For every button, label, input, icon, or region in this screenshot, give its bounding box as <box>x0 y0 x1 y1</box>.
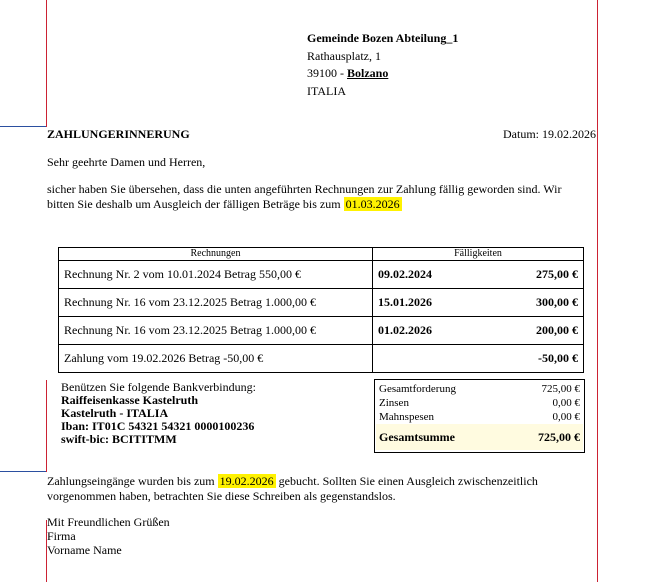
table-row <box>59 289 584 317</box>
table-row <box>59 261 584 289</box>
closing-greeting: Mit Freundlichen Grüßen <box>47 515 170 529</box>
due-cell <box>373 317 584 345</box>
payments-note-prefix: Zahlungseingänge wurden bis zum <box>47 474 215 488</box>
total-label: Gesamtsumme <box>379 430 455 444</box>
claim-label: Gesamtforderung <box>379 383 456 395</box>
margin-mark-lower <box>0 471 46 472</box>
table-row <box>59 317 584 345</box>
closing-company: Firma <box>47 529 76 543</box>
summary-row-fees <box>379 410 580 424</box>
summary-row-claim <box>379 382 580 396</box>
due-date: 01.02.2026 <box>378 323 432 337</box>
invoice-description: Rechnung Nr. 16 vom 23.12.2025 Betrag 1.000,00 € <box>59 289 373 317</box>
due-cell <box>373 289 584 317</box>
intro-line-1: sicher haben Sie übersehen, dass die unten angeführten Rechnungen zur Zahlung fällig geworden sind. Wir <box>47 182 562 196</box>
due-date: 09.02.2024 <box>378 267 432 281</box>
closing-name: Vorname Name <box>47 543 122 557</box>
fees-value: 0,00 € <box>552 411 580 423</box>
recipient-zip: 39100 - <box>307 66 344 80</box>
bank-swift: swift-bic: BCITITMM <box>61 432 177 446</box>
margin-mark-upper <box>0 126 46 127</box>
payments-note-suffix: gebucht. Sollten Sie einen Ausgleich zwischenzeitlich <box>278 474 538 488</box>
due-amount: 200,00 € <box>536 323 578 337</box>
intro-line-2 <box>47 197 587 212</box>
payments-note-line-2: vorgenommen haben, betrachten Sie diese Schreiben als gegenstandslos. <box>47 489 396 503</box>
margin-line-left-lower <box>46 380 47 472</box>
summary-row-interest <box>379 396 580 410</box>
margin-line-left-upper <box>46 0 47 127</box>
total-value: 725,00 € <box>538 430 580 444</box>
interest-label: Zinsen <box>379 397 409 409</box>
invoice-table <box>58 247 584 373</box>
recipient-city-line <box>307 65 458 83</box>
margin-line-right <box>597 0 598 582</box>
payments-note-line-1 <box>47 474 587 489</box>
table-row <box>59 345 584 373</box>
bank-iban: Iban: IT01C 54321 54321 0000100236 <box>61 419 255 433</box>
bank-details <box>61 381 256 446</box>
bank-location: Kastelruth - ITALIA <box>61 406 169 420</box>
interest-value: 0,00 € <box>552 397 580 409</box>
invoice-description: Rechnung Nr. 2 vom 10.01.2024 Betrag 550,00 € <box>59 261 373 289</box>
summary-box <box>374 379 585 453</box>
recipient-name: Gemeinde Bozen Abteilung_1 <box>307 31 459 45</box>
due-amount: -50,00 € <box>538 351 578 365</box>
intro-due-date: 01.03.2026 <box>345 197 400 211</box>
fees-label: Mahnspesen <box>379 411 434 423</box>
recipient-street: Rathausplatz, 1 <box>307 48 381 63</box>
payments-note <box>47 474 587 504</box>
document-date: Datum: 19.02.2026 <box>503 127 596 141</box>
table-header-row <box>59 248 584 261</box>
header-due-dates: Fälligkeiten <box>373 248 584 261</box>
intro-paragraph <box>47 182 587 212</box>
summary-total <box>376 424 583 450</box>
bank-name: Raiffeisenkasse Kastelruth <box>61 393 198 407</box>
bank-intro: Benützen Sie folgende Bankverbindung: <box>61 380 256 394</box>
due-cell <box>373 345 584 373</box>
intro-line-2-text: bitten Sie deshalb um Ausgleich der fälligen Beträge bis zum <box>47 197 341 211</box>
invoice-description: Zahlung vom 19.02.2026 Betrag -50,00 € <box>59 345 373 373</box>
payments-note-date: 19.02.2026 <box>219 474 274 488</box>
closing-block <box>47 515 170 557</box>
due-cell <box>373 261 584 289</box>
recipient-country: ITALIA <box>307 83 347 98</box>
recipient-city: Bolzano <box>347 66 389 80</box>
recipient-address <box>307 30 458 100</box>
claim-value: 725,00 € <box>541 383 580 395</box>
salutation: Sehr geehrte Damen und Herren, <box>47 155 206 169</box>
document-title: ZAHLUNGERINNERUNG <box>47 127 190 141</box>
due-date: 15.01.2026 <box>378 295 432 309</box>
due-amount: 300,00 € <box>536 295 578 309</box>
due-amount: 275,00 € <box>536 267 578 281</box>
invoice-description: Rechnung Nr. 16 vom 23.12.2025 Betrag 1.000,00 € <box>59 317 373 345</box>
header-invoices: Rechnungen <box>59 248 373 261</box>
